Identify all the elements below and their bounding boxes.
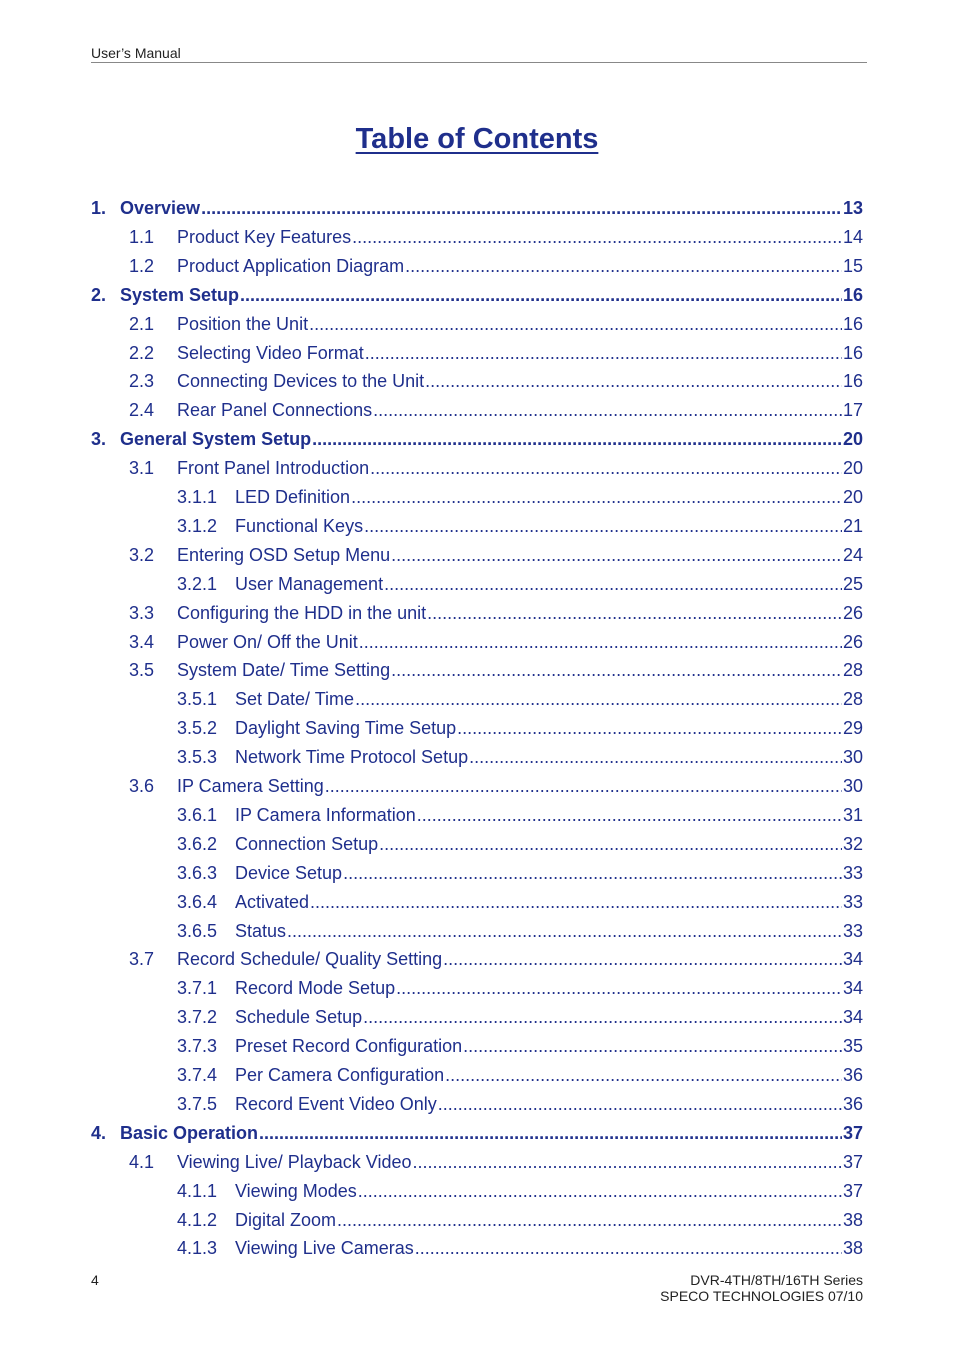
toc-entry-label: IP Camera Information <box>235 804 416 825</box>
toc-entry-number: 4. <box>91 1122 107 1143</box>
toc-entry-number: 3.7.3 <box>177 1036 218 1057</box>
toc-entry[interactable] <box>177 974 863 1003</box>
toc-leader-dots <box>457 714 842 743</box>
toc-entry-page: 26 <box>842 602 863 623</box>
toc-entry-page: 33 <box>842 891 863 912</box>
toc-entry-number: 2.3 <box>129 371 155 392</box>
toc-entry-label: Entering OSD Setup Menu <box>177 544 391 565</box>
toc-leader-dots <box>391 656 842 685</box>
toc-entry-label: Record Schedule/ Quality Setting <box>177 949 443 970</box>
toc-entry[interactable] <box>129 367 863 396</box>
toc-entry-page: 33 <box>842 920 863 941</box>
toc-leader-dots <box>343 859 842 888</box>
toc-entry-label: Preset Record Configuration <box>235 1036 463 1057</box>
toc-entry-label: Record Event Video Only <box>235 1093 437 1114</box>
toc-entry-number: 3.6.1 <box>177 804 218 825</box>
toc-entry[interactable] <box>91 194 863 223</box>
toc-entry[interactable] <box>129 396 863 425</box>
toc-entry-label: Front Panel Introduction <box>177 458 370 479</box>
toc-leader-dots <box>379 830 842 859</box>
toc-entry[interactable] <box>177 1061 863 1090</box>
toc-entry-page: 15 <box>842 255 863 276</box>
toc-entry-page: 30 <box>842 747 863 768</box>
toc-entry-page: 16 <box>842 371 863 392</box>
toc-entry[interactable] <box>177 483 863 512</box>
toc-leader-dots <box>417 801 842 830</box>
toc-entry-page: 32 <box>842 833 863 854</box>
toc-entry-label: Digital Zoom <box>235 1209 337 1230</box>
toc-entry-number: 1.1 <box>129 226 155 247</box>
page-title: Table of Contents <box>355 123 599 155</box>
toc-entry-number: 3.6 <box>129 776 155 796</box>
toc-entry-page: 20 <box>842 487 863 507</box>
toc-entry[interactable] <box>129 1148 863 1177</box>
toc-entry-number: 3.4 <box>129 631 155 652</box>
toc-entry-page: 21 <box>842 515 863 536</box>
toc-leader-dots <box>312 425 842 454</box>
toc-entry-page: 28 <box>842 660 863 681</box>
toc-entry-number: 1. <box>91 198 107 218</box>
toc-entry[interactable] <box>129 310 863 339</box>
toc-entry[interactable] <box>177 1234 863 1263</box>
toc-entry[interactable] <box>177 1206 863 1235</box>
toc-leader-dots <box>309 310 842 339</box>
toc-entry-label: Overview <box>120 198 201 218</box>
toc-entry-number: 3.2 <box>129 544 155 565</box>
toc-entry-page: 25 <box>842 573 863 594</box>
toc-entry-label: Selecting Video Format <box>177 342 364 363</box>
toc-entry-label: LED Definition <box>235 487 351 507</box>
toc-leader-dots <box>201 194 842 223</box>
toc-leader-dots <box>240 281 842 310</box>
toc-entry-page: 20 <box>842 458 863 479</box>
toc-leader-dots <box>415 1234 842 1263</box>
toc-entry-label: Status <box>235 920 287 941</box>
toc-entry-page: 24 <box>842 544 863 565</box>
toc-leader-dots <box>443 945 842 974</box>
toc-entry-label: IP Camera Setting <box>177 776 324 796</box>
toc-entry-number: 3.6.2 <box>177 833 218 854</box>
toc-entry[interactable] <box>91 281 863 310</box>
toc-entry-page: 16 <box>842 313 863 334</box>
toc-entry[interactable] <box>177 1177 863 1206</box>
toc-entry-number: 2.2 <box>129 342 155 363</box>
toc-entry-label: Device Setup <box>235 862 343 883</box>
toc-leader-dots <box>364 512 842 541</box>
toc-entry-label: Rear Panel Connections <box>177 400 373 421</box>
toc-entry[interactable] <box>129 945 863 974</box>
toc-entry-page: 17 <box>842 400 863 421</box>
toc-entry-number: 3.5 <box>129 660 155 681</box>
toc-leader-dots <box>405 252 842 281</box>
toc-entry-label: Viewing Modes <box>235 1180 357 1201</box>
toc-entry-number: 3.5.3 <box>177 747 218 768</box>
toc-entry-label: Per Camera Configuration <box>235 1065 445 1085</box>
toc-leader-dots <box>412 1148 841 1177</box>
toc-leader-dots <box>287 917 842 946</box>
toc-entry-number: 4.1 <box>129 1151 155 1172</box>
toc-entry-number: 3.1.1 <box>177 487 218 507</box>
toc-entry-label: System Date/ Time Setting <box>177 660 391 681</box>
toc-entry[interactable] <box>129 252 863 281</box>
toc-entry-page: 36 <box>842 1093 863 1114</box>
toc-entry-number: 2.4 <box>129 400 155 421</box>
toc-entry-page: 14 <box>842 226 863 247</box>
toc-entry-number: 3.2.1 <box>177 573 218 594</box>
toc-entry-number: 3.6.4 <box>177 891 218 912</box>
toc-entry-number: 3.6.3 <box>177 862 218 883</box>
toc-entry-number: 2. <box>91 284 107 305</box>
footer-series: DVR-4TH/8TH/16TH Series <box>690 1272 863 1288</box>
toc-leader-dots <box>396 974 842 1003</box>
toc-entry[interactable] <box>177 830 863 859</box>
toc-entry-page: 16 <box>842 284 863 305</box>
toc-entry-number: 3.7.1 <box>177 978 218 999</box>
toc-entry-label: Activated <box>235 891 310 912</box>
toc-entry-label: Configuring the HDD in the unit <box>177 602 427 623</box>
toc-entry-page: 36 <box>842 1065 863 1085</box>
toc-leader-dots <box>351 483 842 512</box>
toc-leader-dots <box>259 1119 842 1148</box>
toc-entry-page: 30 <box>842 776 863 796</box>
toc-entry-page: 35 <box>842 1036 863 1057</box>
toc-entry-page: 16 <box>842 342 863 363</box>
toc-entry-page: 37 <box>842 1151 863 1172</box>
toc-entry-label: Product Key Features <box>177 226 352 247</box>
toc-entry-page: 28 <box>842 689 863 710</box>
toc-entry[interactable] <box>129 541 863 570</box>
toc-entry-label: System Setup <box>120 284 240 305</box>
toc-entry-label: General System Setup <box>120 429 312 450</box>
toc-entry[interactable] <box>177 685 863 714</box>
toc-entry-number: 3.1.2 <box>177 515 218 536</box>
toc-entry[interactable] <box>177 801 863 830</box>
toc-leader-dots <box>384 570 842 599</box>
toc-entry-page: 34 <box>842 978 863 999</box>
toc-entry-number: 3.7.5 <box>177 1093 218 1114</box>
running-header <box>91 45 867 63</box>
toc-entry-number: 3.7.2 <box>177 1007 218 1028</box>
toc-leader-dots <box>469 743 842 772</box>
toc-entry[interactable] <box>129 454 863 483</box>
toc-leader-dots <box>438 1090 842 1119</box>
toc-entry-label: Viewing Live/ Playback Video <box>177 1151 412 1172</box>
toc-leader-dots <box>391 541 842 570</box>
toc-entry-label: Connecting Devices to the Unit <box>177 371 425 392</box>
toc-entry-number: 4.1.3 <box>177 1238 218 1259</box>
toc-entry[interactable] <box>129 223 863 252</box>
toc-leader-dots <box>363 1003 842 1032</box>
toc-leader-dots <box>463 1032 842 1061</box>
toc-entry-label: Functional Keys <box>235 515 364 536</box>
toc-entry[interactable] <box>177 917 863 946</box>
toc-entry[interactable] <box>129 772 863 801</box>
header-text: User’s Manual <box>91 45 181 61</box>
toc-entry-page: 26 <box>842 631 863 652</box>
toc-entry-label: Record Mode Setup <box>235 978 396 999</box>
toc-entry-page: 37 <box>842 1180 863 1201</box>
toc-entry[interactable] <box>177 1090 863 1119</box>
toc-entry-number: 2.1 <box>129 313 155 334</box>
footer-company: SPECO TECHNOLOGIES 07/10 <box>660 1288 863 1304</box>
toc-entry-number: 3.7.4 <box>177 1065 218 1085</box>
toc-leader-dots <box>352 223 842 252</box>
toc-leader-dots <box>358 1177 842 1206</box>
toc-entry-label: Power On/ Off the Unit <box>177 631 358 652</box>
toc-leader-dots <box>325 772 842 801</box>
toc-entry[interactable] <box>177 888 863 917</box>
toc-entry-number: 3. <box>91 429 107 450</box>
toc-entry-label: Schedule Setup <box>235 1007 363 1028</box>
toc-entry[interactable] <box>91 1119 863 1148</box>
toc-leader-dots <box>365 339 842 368</box>
toc-leader-dots <box>355 685 842 714</box>
toc-entry-number: 3.5.1 <box>177 689 218 710</box>
toc-entry[interactable] <box>129 628 863 657</box>
toc-entry[interactable] <box>177 743 863 772</box>
toc-entry-page: 13 <box>842 198 863 218</box>
toc-entry[interactable] <box>91 425 863 454</box>
toc-entry-page: 31 <box>842 804 863 825</box>
toc-leader-dots <box>427 599 842 628</box>
toc-leader-dots <box>445 1061 842 1090</box>
toc-entry-label: Viewing Live Cameras <box>235 1238 414 1259</box>
toc-entry-page: 29 <box>842 718 863 739</box>
toc-entry-page: 34 <box>842 1007 863 1028</box>
toc-leader-dots <box>373 396 842 425</box>
toc-entry[interactable] <box>129 656 863 685</box>
page-number: 4 <box>91 1272 99 1288</box>
toc-entry-number: 4.1.1 <box>177 1180 218 1201</box>
toc-entry-number: 3.6.5 <box>177 920 218 941</box>
toc-entry[interactable] <box>129 599 863 628</box>
toc-entry-label: Product Application Diagram <box>177 255 405 276</box>
toc-entry-label: Position the Unit <box>177 313 309 334</box>
toc-entry-number: 1.2 <box>129 255 155 276</box>
toc-leader-dots <box>337 1206 842 1235</box>
toc-leader-dots <box>370 454 842 483</box>
toc-entry[interactable] <box>177 512 863 541</box>
toc-entry[interactable] <box>129 339 863 368</box>
toc-entry-label: Network Time Protocol Setup <box>235 747 469 768</box>
toc-entry-page: 20 <box>842 429 863 450</box>
toc-entry[interactable] <box>177 1032 863 1061</box>
toc-leader-dots <box>310 888 842 917</box>
toc-entry-number: 3.3 <box>129 602 155 623</box>
toc-entry-page: 34 <box>842 949 863 970</box>
toc-entry-label: User Management <box>235 573 384 594</box>
toc-entry-number: 3.1 <box>129 458 155 479</box>
toc-leader-dots <box>359 628 842 657</box>
toc-entry[interactable] <box>177 570 863 599</box>
toc-entry-number: 3.7 <box>129 949 155 970</box>
toc-entry[interactable] <box>177 714 863 743</box>
toc-entry-label: Basic Operation <box>120 1122 259 1143</box>
toc-entry-label: Connection Setup <box>235 833 379 854</box>
toc-entry-page: 38 <box>842 1209 863 1230</box>
toc-entry-page: 33 <box>842 862 863 883</box>
toc-entry-label: Daylight Saving Time Setup <box>235 718 457 739</box>
toc-entry-number: 4.1.2 <box>177 1209 218 1230</box>
toc-entry[interactable] <box>177 859 863 888</box>
toc-entry-number: 3.5.2 <box>177 718 218 739</box>
toc-entry-page: 37 <box>842 1122 863 1143</box>
toc-leader-dots <box>425 367 842 396</box>
toc-entry-label: Set Date/ Time <box>235 689 355 710</box>
footer-info <box>660 1272 863 1304</box>
toc-entry[interactable] <box>177 1003 863 1032</box>
toc-entry-page: 38 <box>842 1238 863 1259</box>
